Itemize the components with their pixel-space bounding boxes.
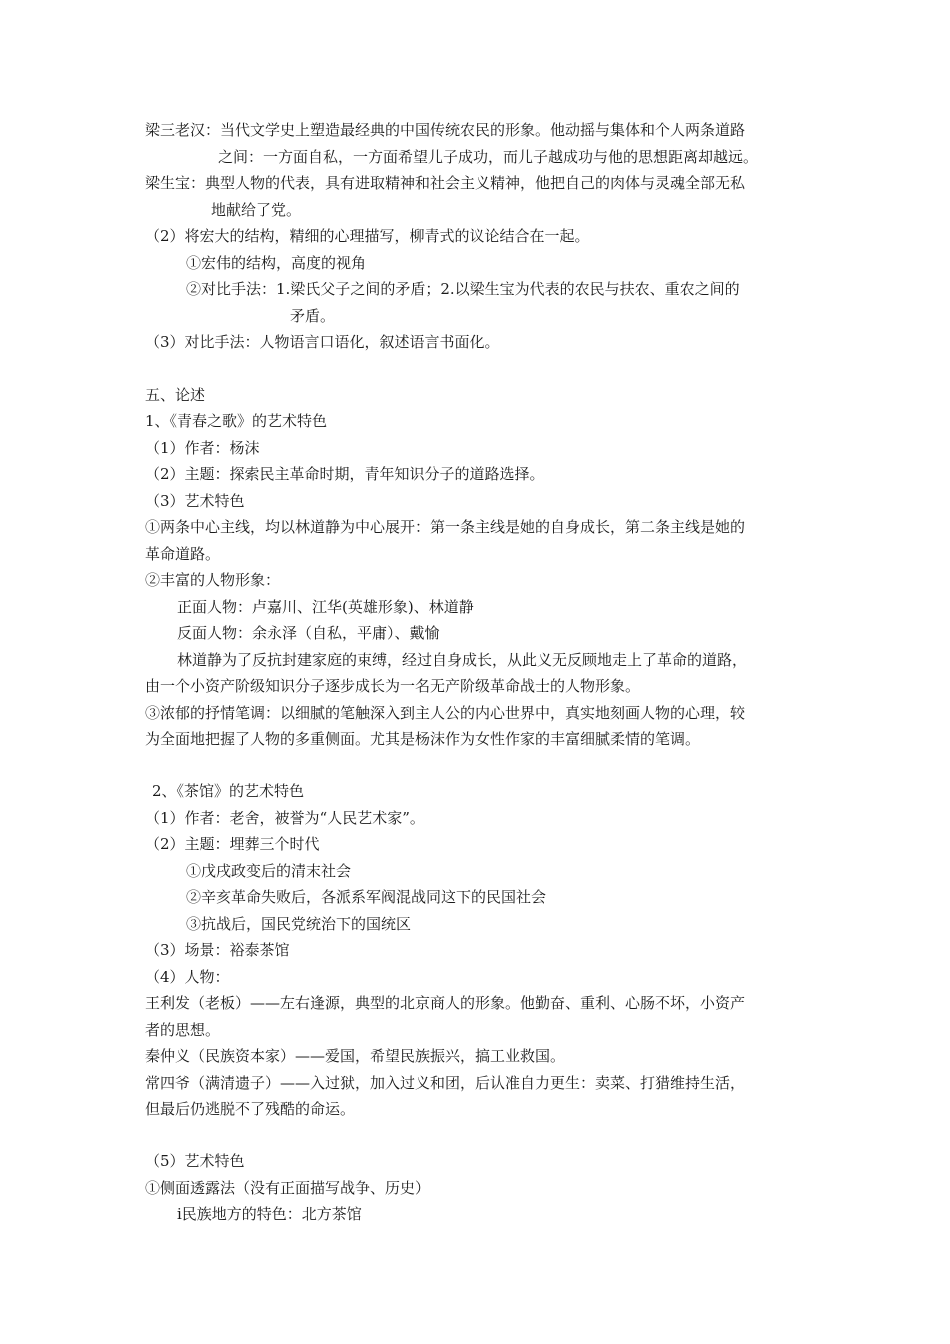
text-line: ①戊戌政变后的清末社会 (186, 862, 352, 880)
text-line: 梁生宝：典型人物的代表，具有进取精神和社会主义精神，他把自己的肉体与灵魂全部无私 (145, 174, 746, 192)
text-line: 但最后仍逃脱不了残酷的命运。 (145, 1100, 356, 1118)
text-line: （1）作者：杨沫 (145, 439, 260, 457)
text-line: （3）对比手法：人物语言口语化，叙述语言书面化。 (145, 333, 500, 351)
text-line: （2）主题：埋葬三个时代 (145, 835, 320, 853)
text-line: 秦仲义（民族资本家）——爱国，希望民族振兴，搞工业救国。 (145, 1047, 566, 1065)
text-line: ②对比手法：1.梁氏父子之间的矛盾；2.以梁生宝为代表的农民与扶农、重农之间的 (186, 280, 740, 298)
text-line: 为全面地把握了人物的多重侧面。尤其是杨沫作为女性作家的丰富细腻柔情的笔调。 (145, 730, 701, 748)
section-heading: 五、论述 (145, 386, 206, 404)
text-line: （2）将宏大的结构，精细的心理描写，柳青式的议论结合在一起。 (145, 227, 590, 245)
text-line: 林道静为了反抗封建家庭的束缚，经过自身成长，从此义无反顾地走上了革命的道路， (177, 651, 748, 669)
text-line: 革命道路。 (145, 545, 221, 563)
text-line: （3）艺术特色 (145, 492, 245, 510)
subsection-heading: 2、《茶馆》的艺术特色 (152, 782, 305, 800)
text-line: ②辛亥革命失败后，各派系军阀混战同这下的民国社会 (186, 888, 547, 906)
text-line: ①侧面透露法（没有正面描写战争、历史） (145, 1179, 431, 1197)
text-line: 正面人物：卢嘉川、江华(英雄形象)、林道静 (177, 598, 474, 616)
text-line: ②丰富的人物形象： (145, 571, 281, 589)
text-line: 之间：一方面自私，一方面希望儿子成功，而儿子越成功与他的思想距离却越远。 (218, 148, 759, 166)
text-line: 地献给了党。 (211, 201, 302, 219)
text-line: ⅰ民族地方的特色：北方茶馆 (177, 1205, 362, 1223)
text-line: ③抗战后，国民党统治下的国统区 (186, 915, 412, 933)
text-line: ①宏伟的结构，高度的视角 (186, 254, 367, 272)
subsection-heading: 1、《青春之歌》的艺术特色 (145, 412, 328, 430)
text-line: 由一个小资产阶级知识分子逐步成长为一名无产阶级革命战士的人物形象。 (145, 677, 641, 695)
text-line: 常四爷（满清遗子）——入过狱，加入过义和团，后认准自力更生：卖菜、打猎维持生活， (145, 1074, 746, 1092)
text-line: ①两条中心主线，均以林道静为中心展开：第一条主线是她的自身成长，第二条主线是她的 (145, 518, 746, 536)
text-line: 王利发（老板）——左右逢源，典型的北京商人的形象。他勤奋、重利、心肠不坏，小资产 (145, 994, 746, 1012)
text-line: （5）艺术特色 (145, 1152, 245, 1170)
text-line: 梁三老汉：当代文学史上塑造最经典的中国传统农民的形象。他动摇与集体和个人两条道路 (145, 121, 746, 139)
text-line: 者的思想。 (145, 1021, 221, 1039)
text-line: （3）场景：裕泰茶馆 (145, 941, 290, 959)
text-line: 矛盾。 (290, 307, 336, 325)
text-line: ③浓郁的抒情笔调：以细腻的笔触深入到主人公的内心世界中，真实地刻画人物的心理，较 (145, 704, 746, 722)
text-line: （4）人物： (145, 968, 230, 986)
text-line: （2）主题：探索民主革命时期，青年知识分子的道路选择。 (145, 465, 545, 483)
text-line: （1）作者：老舍，被誉为“人民艺术家”。 (145, 809, 425, 827)
text-line: 反面人物：余永泽（自私，平庸）、戴愉 (177, 624, 440, 642)
